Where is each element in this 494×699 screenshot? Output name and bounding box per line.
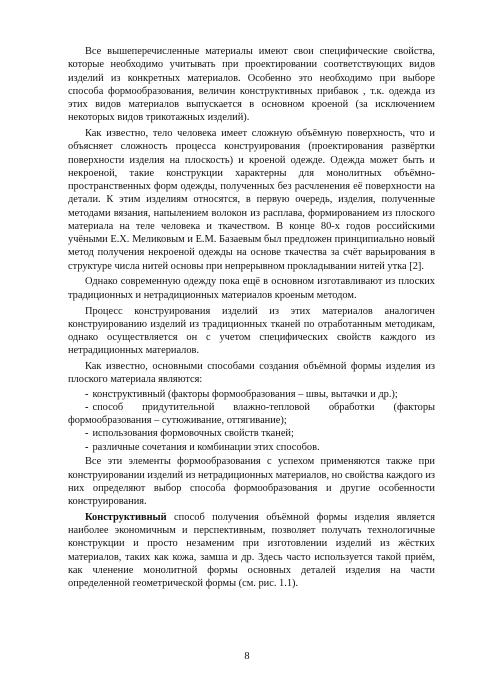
paragraph-constructive-method xyxy=(68,511,435,591)
paragraph-constructive-text: способ получения объёмной формы изделия является наиболее экономичным и перспективным, позволяет получать технологичные конструкции и просто незаменим при изготовлении изделий из жёстких материалов, таких как кожа, замша и др. Здесь часто используется такой приём, как членение монолитной формы основных деталей изделия на части определенной геометрической формы (см. рис. 1.1). xyxy=(68,511,435,590)
list-dash: - xyxy=(85,401,89,413)
list-item xyxy=(68,388,435,401)
paragraph-materials-properties: Все вышеперечисленные материалы имеют свои специфические свойства, которые необходимо учитывать при проектировании соответствующих видов изделий из конкретных материалов. Особенно это необходимо при выборе способа формообразования, величин конструктивных прибавок , т.к. одежда из этих видов материалов выпускается в основном кроеной (за исключением некоторых видов трикотажных изделий). xyxy=(68,46,435,124)
list-item xyxy=(68,401,435,428)
list-item-text: использования формовочных свойств тканей; xyxy=(92,428,294,440)
paragraph-methods-intro: Как известно, основными способами создания объёмной формы изделия из плоского материала являются: xyxy=(68,361,435,386)
body-text xyxy=(68,45,435,593)
list-item-text: конструктивный (факторы формообразования – швы, вытачки и др.); xyxy=(92,388,398,400)
paragraph-modern-clothing: Однако современную одежду пока ещё в основном изготавливают из плоских традиционных и нетрадиционных материалов кроеным методом. xyxy=(68,276,435,301)
term-constructive: Конструктивный xyxy=(85,511,167,523)
paragraph-body-surface: Как известно, тело человека имеет сложную объёмную поверхность, что и объясняет сложность процесса конструирования (проектирования развёртки поверхности изделия на плоскость) и кроеной одежде. Одежда может быть и некроеной, такие конструкции характерны для монолитных объёмно-пространственных форм одежды, полученных без расчленения её поверхности на детали. К этим изделиям относятся, в первую очередь, изделия, полученные методами вязания, напылением волокон из расплава, формированием из плоского материала на теле человека и ткачеством. В конце 80-х годов российскими учёными Е.Х. Меликовым и Е.М. Базаевым был предложен принципиально новый метод получения некроеной одежды на основе ткачества за счёт варьирования в структуре числа нитей основы при непрерывном прокладывании нитей утка [2]. xyxy=(68,128,435,272)
list-item xyxy=(68,427,435,440)
page-number: 8 xyxy=(244,651,250,662)
paragraph-elements-application: Все эти элементы формообразования с успехом применяются также при конструировании изделий из нетрадиционных материалов, но свойства каждого из них определяют выбор способа формообразования и другие особенности конструирования. xyxy=(68,456,435,508)
list-item-text: способ придутительной влажно-тепловой обработки (факторы формообразования – сутюживание, оттягивание); xyxy=(68,401,435,427)
methods-list xyxy=(68,388,435,454)
list-dash: - xyxy=(85,441,89,453)
list-dash: - xyxy=(85,388,89,400)
list-item xyxy=(68,441,435,454)
list-item-text: различные сочетания и комбинации этих способов. xyxy=(92,441,320,453)
list-dash: - xyxy=(85,428,89,440)
paragraph-construction-process: Процесс конструирования изделий из этих материалов аналогичен конструированию изделий из традиционных тканей по отработанным методикам, однако осуществляется он с учетом специфических свойств каждого из нетрадиционных материалов. xyxy=(68,305,435,357)
